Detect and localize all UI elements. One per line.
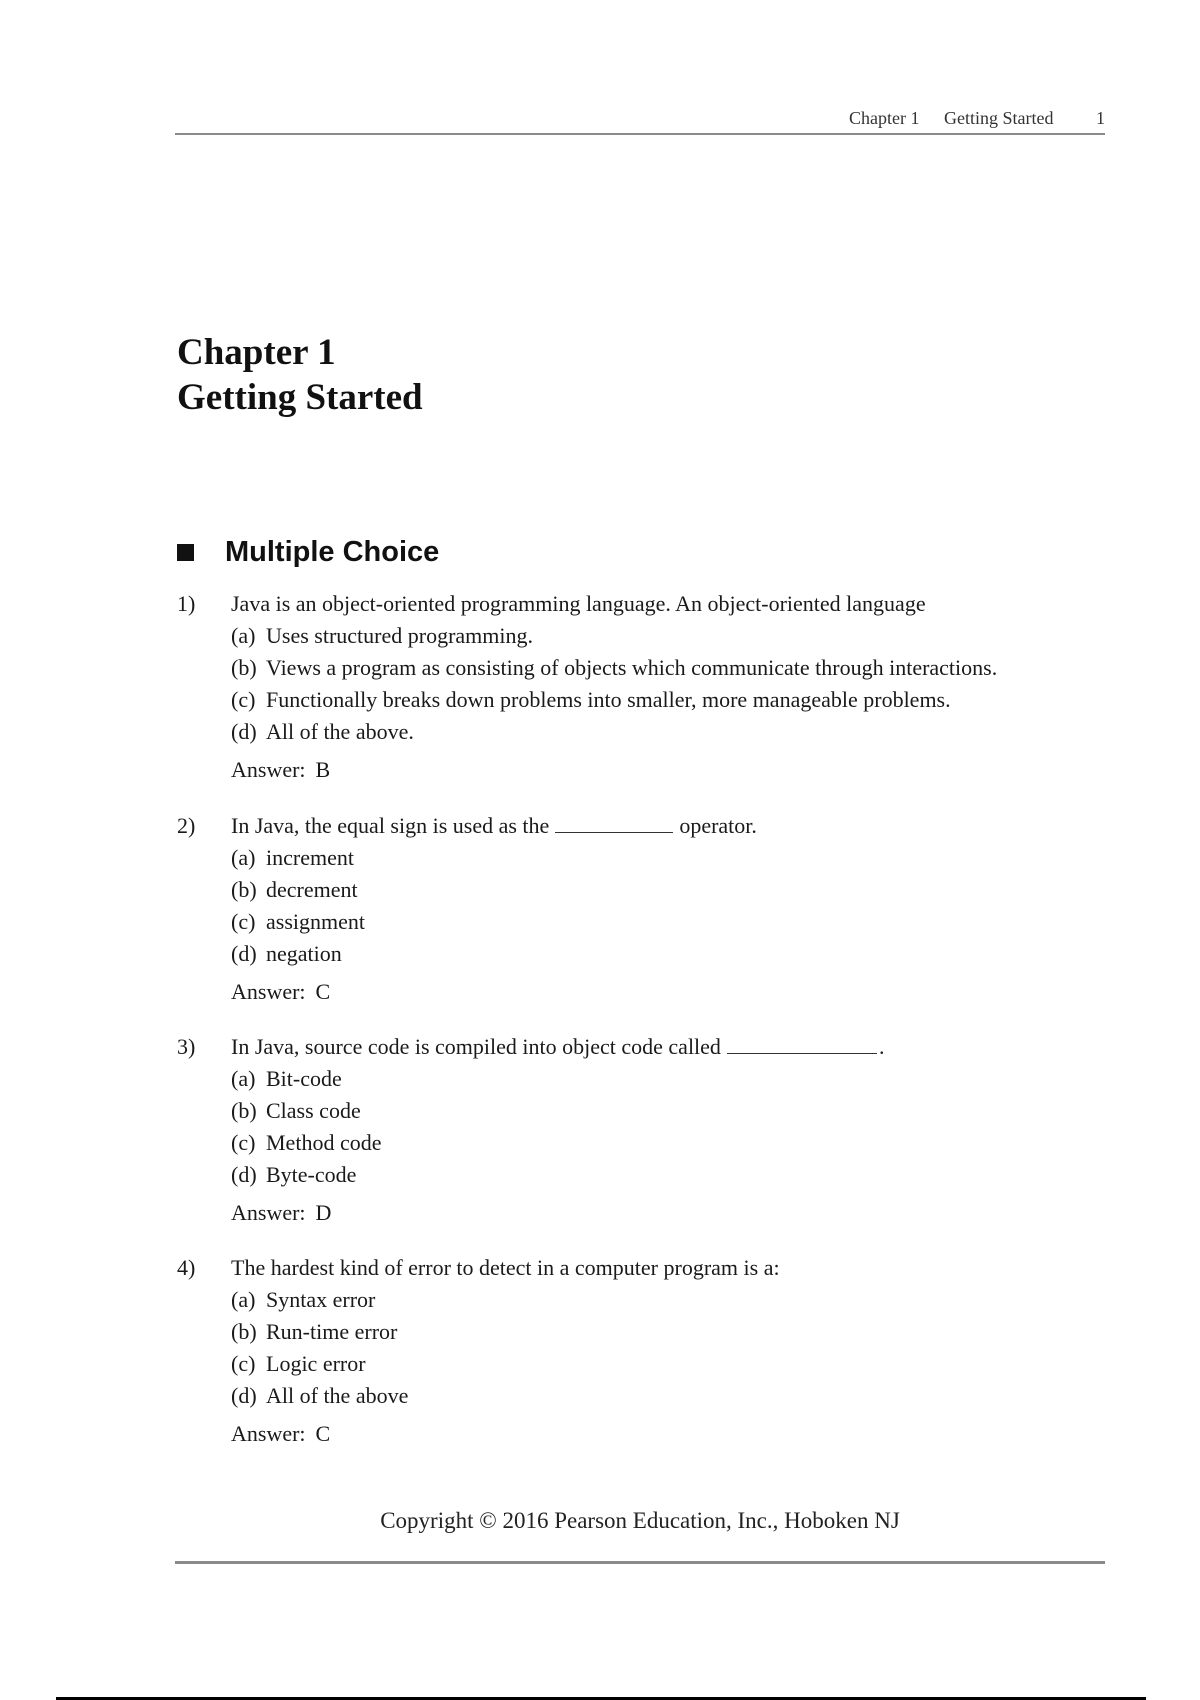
- chapter-title-name: Getting Started: [177, 377, 423, 418]
- option-text: negation: [266, 941, 342, 966]
- question-number: 4): [177, 1255, 196, 1280]
- question-1: [177, 588, 1057, 788]
- option-letter: (c): [231, 909, 256, 934]
- question-text-before: In Java, the equal sign is used as the: [231, 813, 550, 838]
- option-letter: (c): [231, 687, 256, 712]
- answer-value: C: [315, 979, 331, 1004]
- option-text: Class code: [266, 1098, 361, 1123]
- answer: [231, 1195, 1057, 1231]
- option-letter: (d): [231, 719, 257, 744]
- option-letter: (d): [231, 941, 257, 966]
- option-text: decrement: [266, 877, 358, 902]
- option-text: Functionally breaks down problems into smaller, more manageable problems.: [266, 687, 951, 712]
- answer: [231, 974, 1057, 1010]
- option-text: Run-time error: [266, 1319, 398, 1344]
- fill-in-blank: [727, 1033, 877, 1054]
- option-letter: (d): [231, 1383, 257, 1408]
- running-header-text: [849, 108, 1105, 129]
- question-text: The hardest kind of error to detect in a computer program is a:: [231, 1255, 780, 1280]
- running-header-section: Getting Started: [944, 108, 1054, 128]
- option-b: [231, 874, 1057, 906]
- question-2: [177, 810, 1057, 1010]
- option-text: All of the above: [266, 1383, 409, 1408]
- question-3: [177, 1031, 1057, 1231]
- option-text: Bit-code: [266, 1066, 342, 1091]
- option-d: [231, 1159, 1057, 1191]
- question-stem: [177, 588, 1057, 620]
- option-c: [231, 1348, 1057, 1380]
- option-text: Uses structured programming.: [266, 623, 533, 648]
- chapter-title: [177, 330, 423, 420]
- option-letter: (c): [231, 1130, 256, 1155]
- option-d: [231, 716, 1057, 748]
- option-letter: (b): [231, 655, 257, 680]
- copyright-notice: Copyright © 2016 Pearson Education, Inc., Hoboken NJ: [380, 1508, 900, 1533]
- answer: [231, 752, 1057, 788]
- option-letter: (a): [231, 845, 256, 870]
- option-text: Method code: [266, 1130, 382, 1155]
- option-letter: (b): [231, 1098, 257, 1123]
- option-a: [231, 620, 1057, 652]
- option-letter: (d): [231, 1162, 257, 1187]
- running-header-chapter: Chapter 1: [849, 108, 920, 128]
- question-number: 3): [177, 1034, 196, 1059]
- question-stem: [177, 810, 1057, 842]
- option-letter: (a): [231, 1287, 256, 1312]
- fill-in-blank: [555, 812, 673, 833]
- question-text: [231, 1031, 884, 1063]
- option-b: [231, 1316, 1057, 1348]
- question-stem: [177, 1252, 1057, 1284]
- answer: [231, 1416, 1057, 1452]
- square-bullet-icon: [177, 544, 194, 561]
- option-text: Logic error: [266, 1351, 366, 1376]
- answer-value: B: [315, 757, 331, 782]
- option-letter: (c): [231, 1351, 256, 1376]
- option-text: increment: [266, 845, 354, 870]
- footer-divider: [175, 1561, 1105, 1564]
- option-c: [231, 906, 1057, 938]
- option-text: Syntax error: [266, 1287, 376, 1312]
- question-text-after: operator.: [679, 813, 757, 838]
- option-a: [231, 1284, 1057, 1316]
- option-a: [231, 842, 1057, 874]
- option-text: Byte-code: [266, 1162, 357, 1187]
- section-heading-text: Multiple Choice: [225, 535, 440, 568]
- option-b: [231, 1095, 1057, 1127]
- question-text: [231, 810, 757, 842]
- option-letter: (a): [231, 623, 256, 648]
- answer-label: Answer:: [231, 979, 306, 1004]
- question-number: 2): [177, 813, 196, 838]
- question-text-after: .: [878, 1034, 885, 1059]
- option-d: [231, 1380, 1057, 1412]
- question-text-before: In Java, source code is compiled into object code called: [231, 1034, 721, 1059]
- page-number: 1: [1096, 108, 1105, 128]
- chapter-title-number: Chapter 1: [177, 332, 336, 373]
- header-divider: [175, 133, 1105, 135]
- option-c: [231, 1127, 1057, 1159]
- option-text: All of the above.: [266, 719, 414, 744]
- option-text: Views a program as consisting of objects which communicate through interactions.: [266, 655, 998, 680]
- question-number: 1): [177, 591, 196, 616]
- option-a: [231, 1063, 1057, 1095]
- answer-label: Answer:: [231, 757, 306, 782]
- answer-label: Answer:: [231, 1421, 306, 1446]
- option-letter: (b): [231, 877, 257, 902]
- answer-value: C: [315, 1421, 331, 1446]
- section-heading: [177, 532, 439, 572]
- question-stem: [177, 1031, 1057, 1063]
- option-b: [231, 652, 1057, 684]
- option-letter: (a): [231, 1066, 256, 1091]
- option-d: [231, 938, 1057, 970]
- option-letter: (b): [231, 1319, 257, 1344]
- running-header: [175, 106, 1105, 134]
- option-text: assignment: [266, 909, 365, 934]
- answer-value: D: [315, 1200, 332, 1225]
- question-4: [177, 1252, 1057, 1452]
- answer-label: Answer:: [231, 1200, 306, 1225]
- option-c: [231, 684, 1057, 716]
- question-text: Java is an object-oriented programming language. An object-oriented language: [231, 591, 926, 616]
